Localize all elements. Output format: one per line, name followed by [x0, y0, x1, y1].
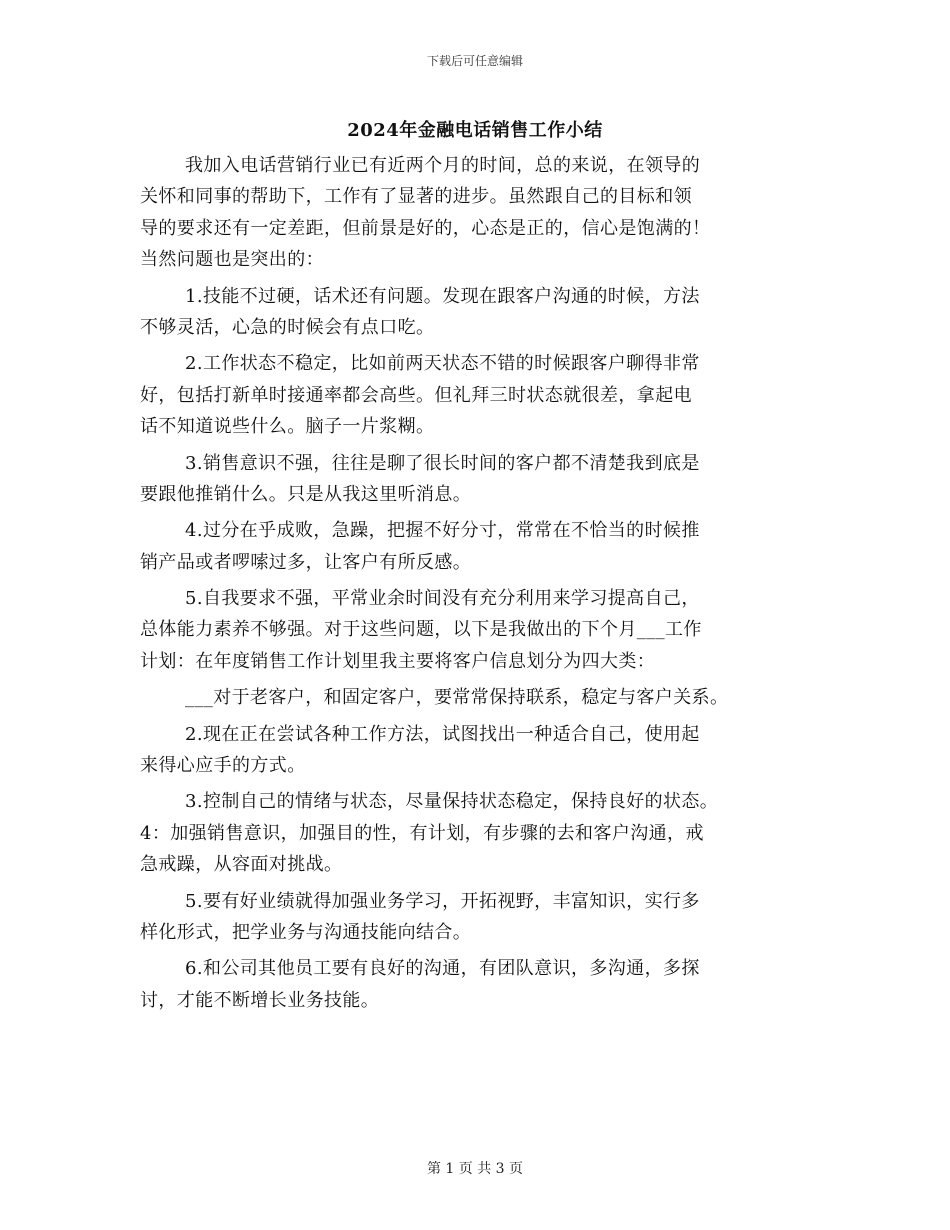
list-item-line: 急戒躁，从容面对挑战。	[140, 854, 343, 876]
list-item-line: 话不知道说些什么。脑子一片浆糊。	[140, 416, 435, 438]
list-item-line: 4：加强销售意识，加强目的性，有计划，有步骤的去和客户沟通，戒	[140, 822, 704, 844]
page-header-note: 下载后可任意编辑	[426, 54, 523, 68]
paragraph-line: 我加入电话营销行业已有近两个月的时间，总的来说，在领导的	[185, 155, 701, 176]
list-item-line: 讨，才能不断增长业务技能。	[140, 989, 380, 1011]
list-item-line: 好，包括打新单时接通率都会高些。但礼拜三时状态就很差，拿起电	[140, 384, 692, 406]
list-item-line: 样化形式，把学业务与沟通技能向结合。	[140, 921, 472, 943]
list-item-line: 销产品或者啰嗦过多，让客户有所反感。	[140, 551, 472, 573]
list-item-line: 5.要有好业绩就得加强业务学习，开拓视野，丰富知识，实行多	[185, 890, 700, 912]
list-item-line: 3.销售意识不强，往往是聊了很长时间的客户都不清楚我到底是	[185, 452, 700, 474]
list-item-line: 1.技能不过硬，话术还有问题。发现在跟客户沟通的时候，方法	[185, 285, 700, 307]
list-item-line: 计划：在年度销售工作计划里我主要将客户信息划分为四大类：	[140, 650, 656, 672]
paragraph-line: 当然问题也是突出的：	[140, 249, 324, 271]
paragraph-line: 关怀和同事的帮助下，工作有了显著的进步。虽然跟自己的目标和领	[140, 186, 692, 208]
list-item-line: 总体能力素养不够强。对于这些问题，以下是我做出的下个月___工作	[140, 619, 702, 641]
list-item-line: ___对于老客户，和固定客户，要常常保持联系，稳定与客户关系。	[185, 687, 729, 709]
list-item-line: 要跟他推销什么。只是从我这里听消息。	[140, 483, 472, 505]
list-item-line: 5.自我要求不强，平常业余时间没有充分利用来学习提高自己，	[185, 588, 700, 610]
list-item-line: 2.现在正在尝试各种工作方法，试图找出一种适合自己，使用起	[185, 723, 700, 745]
document-title: 2024年金融电话销售工作小结	[347, 120, 603, 141]
page-number: 第 1 页 共 3 页	[426, 1161, 524, 1177]
list-item-line: 不够灵活，心急的时候会有点口吃。	[140, 316, 435, 338]
list-item-line: 6.和公司其他员工要有良好的沟通，有团队意识，多沟通，多探	[185, 958, 700, 980]
list-item-line: 3.控制自己的情绪与状态，尽量保持状态稳定，保持良好的状态。	[185, 791, 719, 813]
list-item-line: 来得心应手的方式。	[140, 755, 306, 777]
document-body	[140, 150, 830, 1016]
list-item-line: 2.工作状态不稳定，比如前两天状态不错的时候跟客户聊得非常	[185, 353, 700, 375]
list-item-line: 4.过分在乎成败，急躁，把握不好分寸，常常在不恰当的时候推	[185, 520, 700, 542]
paragraph-line: 导的要求还有一定差距，但前景是好的，心态是正的，信心是饱满的！	[140, 217, 711, 239]
